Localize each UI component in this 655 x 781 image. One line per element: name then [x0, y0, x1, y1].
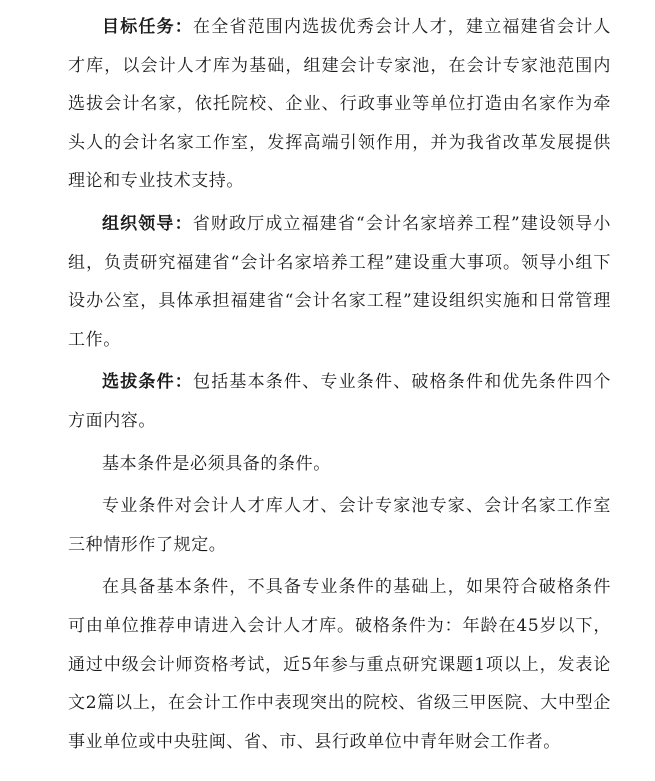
paragraph-body: 专业条件对会计人才库人才、会计专家池专家、会计名家工作室三种情形作了规定。 — [68, 496, 611, 555]
paragraph-professional-conditions — [68, 487, 611, 564]
paragraph-target-task — [68, 8, 611, 201]
paragraph-lead: 组织领导： — [102, 213, 193, 234]
paragraph-lead: 目标任务： — [102, 17, 193, 37]
paragraph-body: 在具备基本条件，不具备专业条件的基础上，如果符合破格条件可由单位推荐申请进入会计人才库。破格条件为：年龄在45岁以下，通过中级会计师资格考试，近5年参与重点研究课题1项以上，发表论文2篇以上，在会计工作中表现突出的院校、省级三甲医院、大中型企事业单位或中央驻闽、省、市、县行政单位中青年财会工作者。 — [68, 577, 611, 752]
paragraph-selection-conditions — [68, 363, 611, 440]
paragraph-basic-conditions — [68, 445, 611, 484]
paragraph-body: 省财政厅成立福建省“会计名家培养工程”建设领导小组，负责研究福建省“会计名家培养工程”建设重大事项。领导小组下设办公室，具体承担福建省“会计名家工程”建设组织实施和日常管理工作。 — [68, 213, 612, 350]
paragraph-body: 在全省范围内选拔优秀会计人才，建立福建省会计人才库，以会计人才库为基础，组建会计专家池，在会计专家池范围内选拔会计名家，依托院校、企业、行政事业等单位打造由名家作为牵头人的会计名家工作室，发挥高端引领作用，并为我省改革发展提供理论和专业技术支持。 — [68, 17, 611, 192]
paragraph-body: 包括基本条件、专业条件、破格条件和优先条件四个方面内容。 — [68, 372, 611, 431]
paragraph-lead: 选拔条件： — [102, 372, 193, 393]
paragraph-organization — [68, 205, 611, 359]
paragraph-body: 基本条件是必须具备的条件。 — [102, 453, 331, 474]
paragraph-exceptional-conditions — [68, 568, 611, 761]
